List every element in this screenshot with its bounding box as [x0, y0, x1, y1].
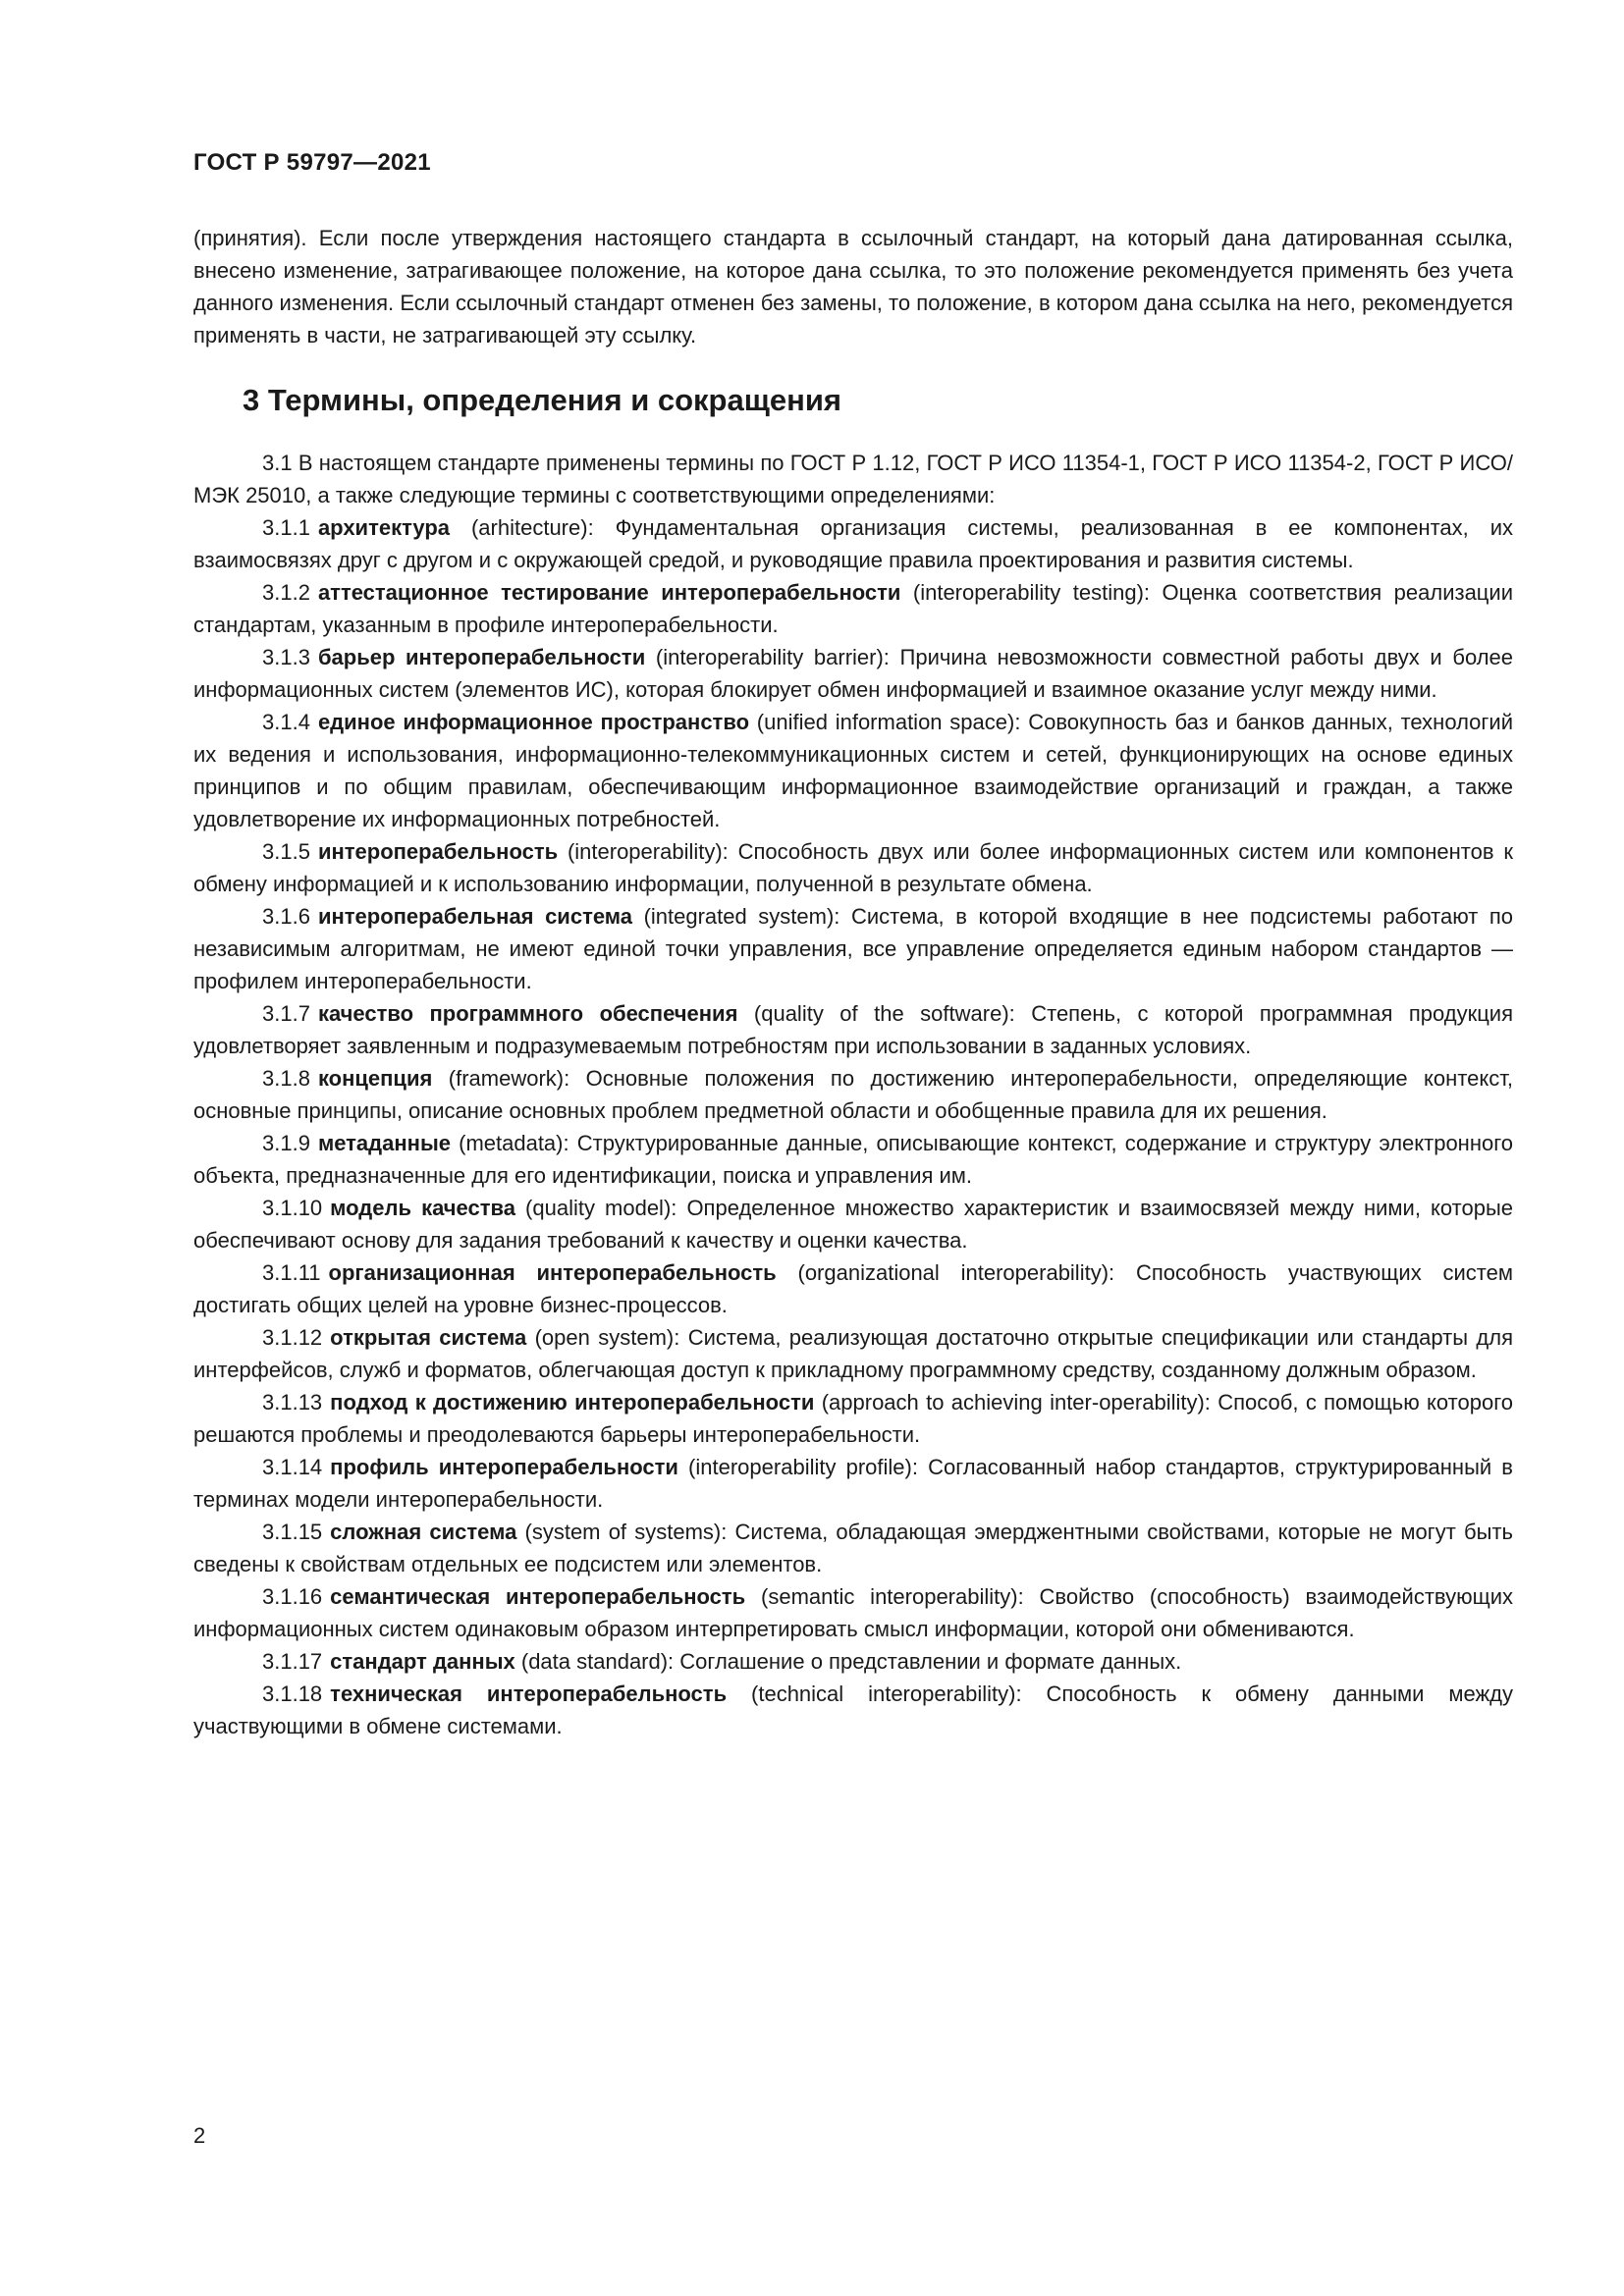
term-name: интероперабельная система [317, 904, 633, 929]
term-entry [193, 1062, 1513, 1127]
term-definition: (framework): Основные положения по достижению интероперабельности, определяющие контекст, основные принципы, описание основных проблем предметной области и обобщенные правила для их решения. [193, 1066, 1513, 1123]
term-definition: (interoperability testing): Оценка соответствия реализации стандартам, указанным в профиле интероперабельности. [193, 580, 1513, 637]
term-number: 3.1.9 [262, 1131, 310, 1155]
term-number: 3.1.4 [262, 710, 310, 734]
term-number: 3.1.18 [262, 1682, 323, 1706]
term-number: 3.1.14 [262, 1455, 323, 1479]
term-name: интероперабельность [317, 839, 559, 864]
term-definition: (integrated system): Система, в которой входящие в нее подсистемы работают по независимым алгоритмам, не имеют единой точки управления, все управление определяется единым набором стандартов — профилем интероперабельности. [193, 904, 1513, 993]
term-entry [193, 1127, 1513, 1192]
term-definition: (semantic interoperability): Свойство (способность) взаимодействующих информационных систем одинаковым образом интерпретировать смысл информации, которой они обмениваются. [193, 1584, 1513, 1641]
term-number: 3.1.12 [262, 1325, 323, 1350]
term-definition: (arhitecture): Фундаментальная организация системы, реализованная в ее компонентах, их взаимосвязях друг с другом и с окружающей средой, и руководящие правила проектирования и развития системы. [193, 515, 1513, 572]
term-name: барьер интероперабельности [317, 645, 646, 669]
term-entry [193, 900, 1513, 997]
term-name: архитектура [317, 515, 451, 540]
term-entry [193, 511, 1513, 576]
term-name: модель качества [330, 1196, 515, 1220]
term-definition: (quality of the software): Степень, с которой программная продукция удовлетворяет заявленным и подразумеваемым потребностям при использовании в заданных условиях. [193, 1001, 1513, 1058]
term-name: открытая система [330, 1325, 527, 1350]
term-entry [193, 997, 1513, 1062]
term-entry [193, 1451, 1513, 1516]
term-definition: (technical interoperability): Способность к обмену данными между участвующими в обмене системами. [193, 1682, 1514, 1738]
term-name: качество программного обеспечения [317, 1001, 738, 1026]
section-title: 3 Термины, определения и сокращения [243, 383, 841, 417]
term-definition: (interoperability): Способность двух или более информационных систем или компонентов к обмену информацией и к использованию информации, полученной в результате обмена. [193, 839, 1513, 896]
term-definition: (open system): Система, реализующая достаточно открытые спецификации или стандарты для интерфейсов, служб и форматов, облегчающая доступ к прикладному программному средству, созданному должным образом. [193, 1325, 1513, 1382]
page-number: 2 [193, 2123, 206, 2148]
term-number: 3.1.16 [262, 1584, 323, 1609]
document-header: ГОСТ Р 59797—2021 [193, 149, 431, 176]
term-entry [193, 641, 1513, 706]
term-entry [193, 835, 1513, 900]
term-number: 3.1.6 [262, 904, 310, 929]
term-entry [193, 1386, 1513, 1451]
intro-text: (принятия). Если после утверждения настоящего стандарта в ссылочный стандарт, на который дана датированная ссылка, внесено изменение, затрагивающее положение, на которое дана ссылка, то это положение рекомендуется применять без учета данного изменения. Если ссылочный стандарт отменен без замены, то положение, в котором дана ссылка на него, рекомендуется применять в части, не затрагивающей эту ссылку. [193, 226, 1513, 347]
term-entry [193, 576, 1513, 641]
term-entry [193, 706, 1513, 835]
term-number: 3.1.8 [262, 1066, 310, 1091]
term-name: концепция [317, 1066, 433, 1091]
term-number: 3.1.7 [262, 1001, 310, 1026]
term-number: 3.1.17 [262, 1649, 323, 1674]
term-definition: (interoperability barrier): Причина невозможности совместной работы двух и более информационных систем (элементов ИС), которая блокирует обмен информацией и взаимное оказание услуг между ними. [193, 645, 1514, 702]
term-name: сложная система [330, 1520, 517, 1544]
term-number: 3.1.5 [262, 839, 310, 864]
term-number: 3.1.13 [262, 1390, 323, 1415]
section-intro: 3.1 В настоящем стандарте применены термины по ГОСТ Р 1.12, ГОСТ Р ИСО 11354-1, ГОСТ Р ИСО 11354-2, ГОСТ Р ИСО/МЭК 25010, а также следующие термины с соответствующими определениями: [193, 451, 1513, 507]
term-name: семантическая интероперабельность [330, 1584, 746, 1609]
term-entry [193, 1192, 1513, 1256]
term-entry [193, 1678, 1513, 1742]
term-definition: (data standard): Соглашение о представлении и формате данных. [514, 1649, 1182, 1674]
term-name: организационная интероперабельность [328, 1260, 777, 1285]
term-definition: (unified information space): Совокупность баз и банков данных, технологий их ведения и использования, информационно-телекоммуникационных систем и сетей, функционирующих на основе единых принципов и по общим правилам, обеспечивающим информационное взаимодействие организаций и граждан, а также удовлетворение их информационных потребностей. [193, 710, 1513, 831]
term-number: 3.1.10 [262, 1196, 323, 1220]
term-name: единое информационное пространство [317, 710, 750, 734]
term-entry [193, 1580, 1513, 1645]
term-entry [193, 1645, 1513, 1678]
term-definition: (approach to achieving inter-operability): Способ, с помощью которого решаются проблемы и преодолеваются барьеры интероперабельности. [193, 1390, 1513, 1447]
term-entry [193, 1321, 1513, 1386]
term-entry [193, 1256, 1513, 1321]
term-name: техническая интероперабельность [330, 1682, 728, 1706]
term-name: аттестационное тестирование интероперабельности [317, 580, 901, 605]
term-number: 3.1.15 [262, 1520, 323, 1544]
term-definition: (organizational interoperability): Способность участвующих систем достигать общих целей на уровне бизнес-процессов. [193, 1260, 1513, 1317]
terms-list [193, 447, 1513, 1742]
term-name: стандарт данных [330, 1649, 515, 1674]
term-definition: (quality model): Определенное множество характеристик и взаимосвязей между ними, которые обеспечивают основу для задания требований к качеству и оценки качества. [193, 1196, 1513, 1253]
term-entry [193, 1516, 1513, 1580]
term-definition: (system of systems): Система, обладающая эмерджентными свойствами, которые не могут быть сведены к свойствам отдельных ее подсистем или элементов. [193, 1520, 1513, 1576]
term-definition: (interoperability profile): Согласованный набор стандартов, структурированный в терминах модели интероперабельности. [193, 1455, 1513, 1512]
term-definition: (metadata): Структурированные данные, описывающие контекст, содержание и структуру электронного объекта, предназначенные для его идентификации, поиска и управления им. [193, 1131, 1513, 1188]
term-name: профиль интероперабельности [330, 1455, 678, 1479]
term-number: 3.1.3 [262, 645, 310, 669]
term-number: 3.1.11 [262, 1260, 321, 1285]
term-name: подход к достижению интероперабельности [330, 1390, 815, 1415]
intro-paragraph [193, 222, 1513, 351]
term-name: метаданные [317, 1131, 451, 1155]
term-number: 3.1.1 [262, 515, 310, 540]
term-number: 3.1.2 [262, 580, 310, 605]
